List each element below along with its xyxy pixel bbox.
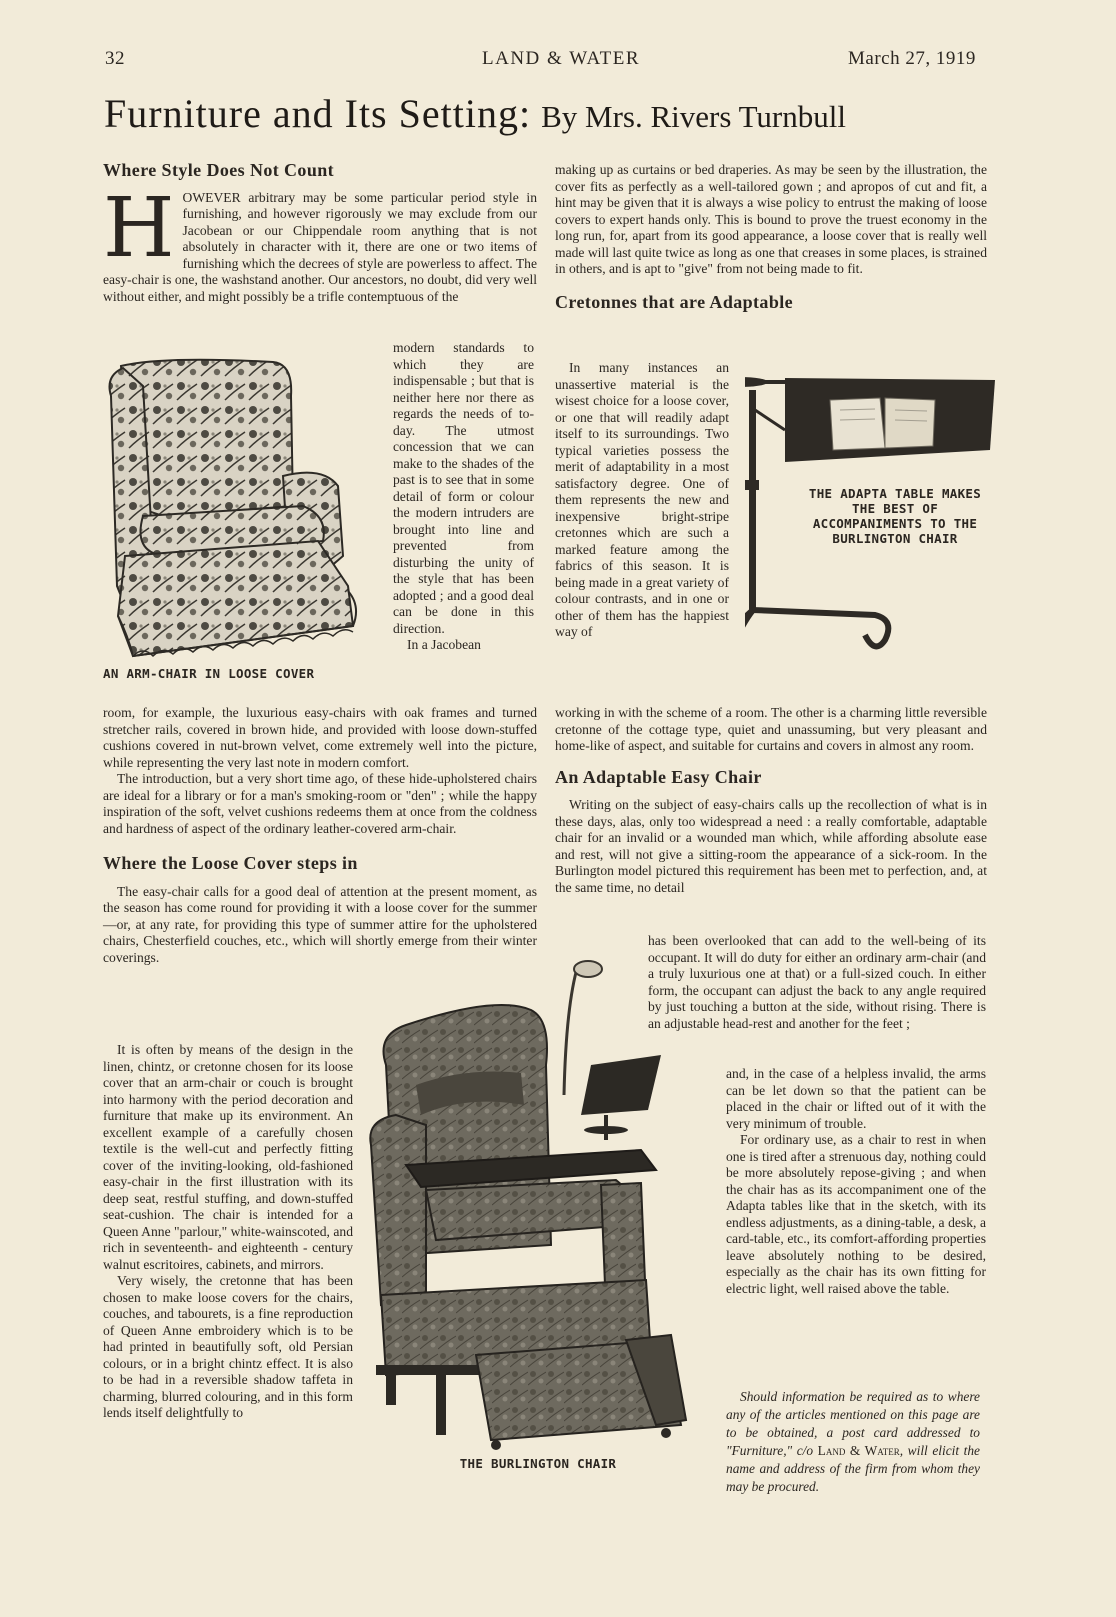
burlington-caption: THE BURLINGTON CHAIR xyxy=(459,1456,617,1471)
page-number: 32 xyxy=(105,48,125,69)
article-title-block xyxy=(104,90,1004,137)
armchair-caption: AN ARM-CHAIR IN LOOSE COVER xyxy=(103,666,315,681)
left-column-top xyxy=(103,162,537,305)
right-column-narrow: has been overlooked that can add to the well-being of its occupant. It will do duty for either an ordinary arm-chair (and a truly luxurious one at that) or a full-sized couch. In either form, the occupant can adjust the back to any angle required by just touching a button at the side, without rising. There is an adjustable head-rest and another for the feet ; xyxy=(648,933,986,1031)
article-byline: By Mrs. Rivers Turnbull xyxy=(541,99,846,134)
intro-paragraph: H OWEVER arbitrary may be some particular period style in furnishing, and however rigorously we may exclude from our Jacobean or our Chippendale room anything that is not absolutely in character with it, there are one or two items of furnishing which the decrees of style are powerless to affect. The easy-chair is one, the washstand another. Our ancestors, no doubt, did very well without either, and might possibly be a trifle contemptuous of the xyxy=(103,180,537,304)
publication-name: LAND & WATER xyxy=(482,48,641,69)
section-heading-loose-cover: Where the Loose Cover steps in xyxy=(103,853,358,873)
left-column-middle: room, for example, the luxurious easy-chairs with oak frames and turned stretcher rails, covered in brown hide, and provided with loose down-stuffed cushions covered in nut-brown velvet, come extremely well into the picture, while representing the very last note in modern comfort. The introduction, but a very short time ago, of these hide-upholstered chairs are ideal for a library or for a man's smoking-room or "den" ; while the happy inspiration of the soft, velvet cushions redeems them at once from the coldness and hardness of aspect of the ordinary leather-covered arm-chair. Where the Loose Cover steps in The easy-chair calls for a good deal of attention at the present moment, as the season has come round for providing it with a loose cover for the summer—or, at any rate, for providing this type of summer attire for the upholstered chairs, Chesterfield couches, etc., which will shortly emerge from their winter coverings. xyxy=(103,705,537,965)
burlington-chair-icon xyxy=(366,955,711,1495)
section-heading-easy-chair: An Adaptable Easy Chair xyxy=(555,766,762,787)
cretonnes-beside-table: In many instances an unassertive material is the wisest choice for a loose cover, or one that will readily adapt itself to its surroundings. Two typical varieties possess the merit of adaptability in a most satisfactory degree. One of them represents the new and inexpensive bright-stripe cretonnes which are such a marked feature among the fabrics of this season. It is being made in a great variety of colour contrasts, and in one or other of them has the happiest way of xyxy=(555,360,729,639)
right-column-middle: working in with the scheme of a room. The other is a charming little reversible cretonne of the cottage type, quiet and unassuming, but very pleasant and home-like of aspect, and suitable for curtains and covers in almost any room. An Adaptable Easy Chair Writing on the subject of easy-chairs calls up the recollection of what is in these days, alas, only too widespread a need : a really comfortable, adaptable chair for an invalid or a wounded man which, while affording absolute ease and rest, will not give a sitting-room the appearance of a sick-room. In the Burlington model pictured this requirement has been met to perfection, and, at the same time, no detail xyxy=(555,705,987,895)
section-heading-style: Where Style Does Not Count xyxy=(103,160,335,180)
left-column-lower: It is often by means of the design in the linen, chintz, or cretonne chosen for its loose cover that an arm-chair or couch is brought into harmony with the period decoration and furniture that make up its environment. An excellent example of a carefully chosen textile is the well-cut and perfectly fitting cover of the inviting-looking, old-fashioned easy-chair in the first illustration with its deep seat, restful stuffing, and down-stuffed seat-cushion. The chair is intended for a Queen Anne "parlour," white-wainscoted, and rich in seventeenth- and eighteenth - century walnut escritoires, cabinets, and mirrors. Very wisely, the cretonne that has been chosen to make loose covers for the chairs, couches, and tabourets, is a fine reproduction of Queen Anne embroidery which is to be had printed in beautifully soft, old Persian colours, or in a bright chintz effect. It is also to be had in a reversible shadow taffeta in charming, blurred colouring, and in this form lends itself delightfully to xyxy=(103,1042,353,1420)
article-title: Furniture and Its Setting: xyxy=(104,91,532,136)
drop-cap: H xyxy=(103,180,175,276)
left-column-beside-armchair: modern standards to which they are indispensable ; but that is neither here nor there as regards the needs of to-day. The utmost concession that we can make to the shades of the past is to see that in some detail of form or colour the modern intruders are brought into line and prevented from disturbing the unity of the style that has been adopted ; and a good deal can be done in this direction. In a Jacobean xyxy=(393,340,534,652)
right-column-top: making up as curtains or bed draperies. As may be seen by the illustration, the cover fits as perfectly as a well-tailored gown ; and apropos of cut and fit, a hint may be given that it is always a wise policy to entrust the making of loose covers to expert hands only. This is bound to prove the truest economy in the long run, for, apart from its good appearance, a loose cover that is really well made will last quite twice as long as one that creases in some places, is strained in others, and is apt to "give" from not being made to fit. Cretonnes that are Adaptable xyxy=(555,162,987,312)
right-column-narrower: and, in the case of a helpless invalid, the arms can be let down so that the patient can be placed in the chair or lifted out of it with the very minimum of trouble. For ordinary use, as a chair to rest in when one is tired after a strenuous day, nothing could be more absolutely repose-giving ; and when the chair has as its accompaniment one of the Adapta tables like that in the sketch, with its endless adjustments, as a dining-table, a desk, a card-table, etc., its comfort-affording properties leave absolutely nothing to be desired, especially as the chair has its own fitting for electric light, well raised above the table. xyxy=(726,1066,986,1296)
issue-date: March 27, 1919 xyxy=(848,48,976,69)
section-heading-cretonnes: Cretonnes that are Adaptable xyxy=(555,291,794,312)
reader-information-note: Should information be required as to where any of the articles mentioned on this page are to be obtained, a post card addressed to "Furniture," c/o Land & Water, will elicit the name and address of the firm from whom they may be procured. xyxy=(726,1389,980,1494)
armchair-icon xyxy=(103,356,377,678)
armchair-figure xyxy=(103,356,377,678)
burlington-chair-figure xyxy=(366,955,711,1495)
adapta-caption: THE ADAPTA TABLE MAKES THE BEST OF ACCOMPANIMENTS TO THE BURLINGTON CHAIR xyxy=(808,486,982,546)
